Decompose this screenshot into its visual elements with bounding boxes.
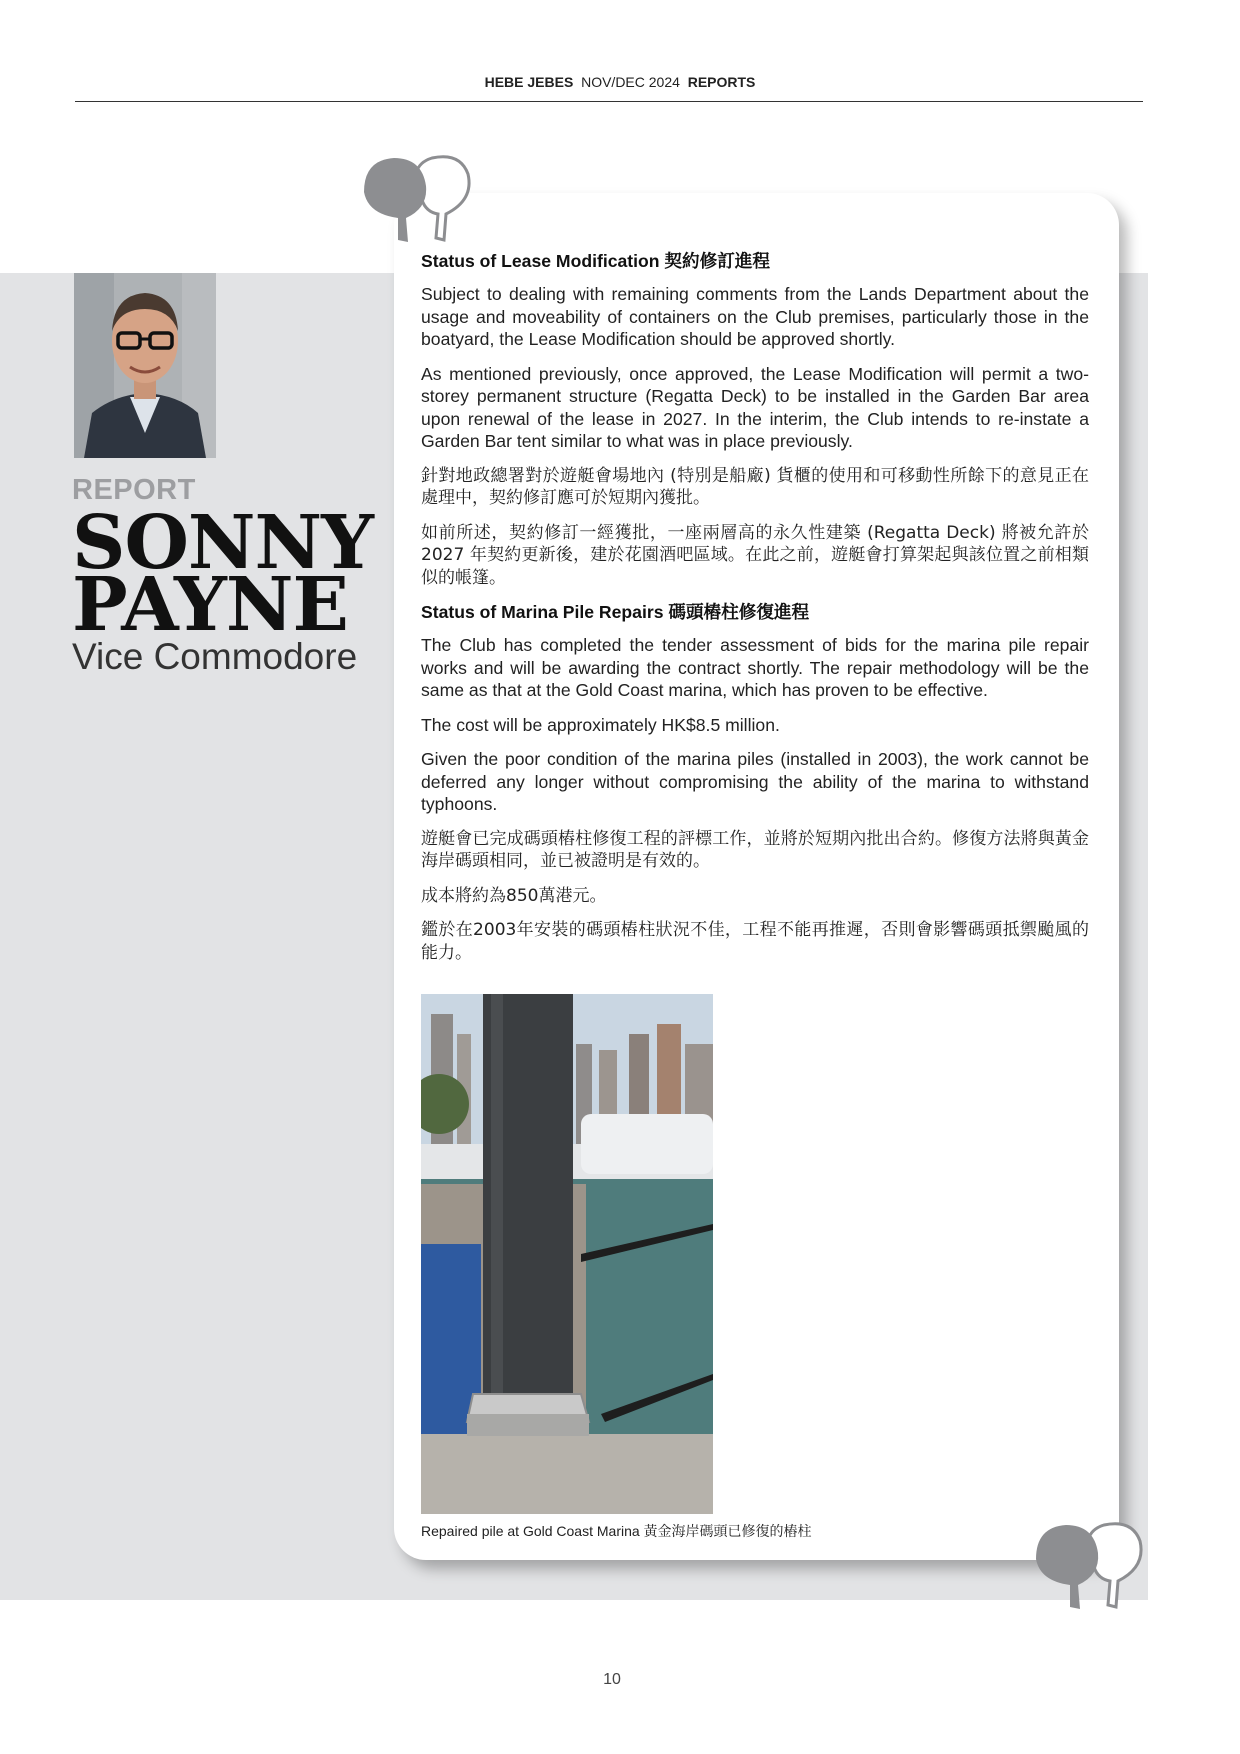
section-heading: Status of Lease Modification 契約修訂進程 [421,251,770,271]
paragraph: The Club has completed the tender assessment of bids for the marina pile repair works and will be awarding the contract shortly. The repair methodology will be the same as that at the Gold Coast marina, which has proven to be effective. [421,635,1089,700]
paragraph: 遊艇會已完成碼頭樁柱修復工程的評標工作，並將於短期內批出合約。修復方法將與黃金海岸碼頭相同，並已被證明是有效的。 [421,828,1089,871]
header-rule [75,101,1143,102]
paragraph: 如前所述，契約修訂一經獲批，一座兩層高的永久性建築 (Regatta Deck) 將被允許於 2027 年契約更新後，建於花園酒吧區域。在此之前，遊艇會打算架起與該位置之前相類似的帳篷。 [421,522,1089,588]
author-first-name: SONNY [72,500,374,586]
marina-pile-photo [421,994,713,1514]
author-portrait [74,273,216,458]
article-body [421,250,1089,976]
report-label: REPORT [72,474,196,506]
photo-caption: Repaired pile at Gold Coast Marina 黃金海岸碼頭已修復的樁柱 [421,1523,812,1539]
author-last-name: PAYNE [72,562,348,648]
section-heading: Status of Marina Pile Repairs 碼頭樁柱修復進程 [421,602,810,622]
section-name: REPORTS [687,74,756,90]
publication-name: HEBE JEBES [484,74,574,90]
quote-mark-icon [1032,1515,1148,1615]
page-number: 10 [603,1671,621,1688]
paragraph: 成本將約為850萬港元。 [421,885,607,906]
quote-mark-icon [360,148,476,248]
issue-date: NOV/DEC 2024 [581,74,680,90]
paragraph: The cost will be approximately HK$8.5 million. [421,714,780,735]
paragraph: Subject to dealing with remaining comments from the Lands Department about the usage and moveability of containers on the Club premises, particularly those in the boatyard, the Lease Modification should be approved shortly. [421,284,1089,349]
paragraph: Given the poor condition of the marina piles (installed in 2003), the work cannot be deferred any longer without compromising the ability of the marina to withstand typhoons. [421,749,1089,814]
paragraph: As mentioned previously, once approved, the Lease Modification will permit a two-storey permanent structure (Regatta Deck) to be installed in the Garden Bar area upon renewal of the lease in 2027. In the interim, the Club intends to re-instate a Garden Bar tent similar to what was in place previously. [421,363,1089,451]
running-header [0,74,1240,90]
author-role: Vice Commodore [72,636,358,677]
paragraph: 針對地政總署對於遊艇會場地內 (特別是船廠) 貨櫃的使用和可移動性所餘下的意見正在處理中，契約修訂應可於短期內獲批。 [421,465,1089,508]
paragraph: 鑑於在2003年安裝的碼頭樁柱狀況不佳，工程不能再推遲，否則會影響碼頭抵禦颱風的能力。 [421,920,1089,963]
